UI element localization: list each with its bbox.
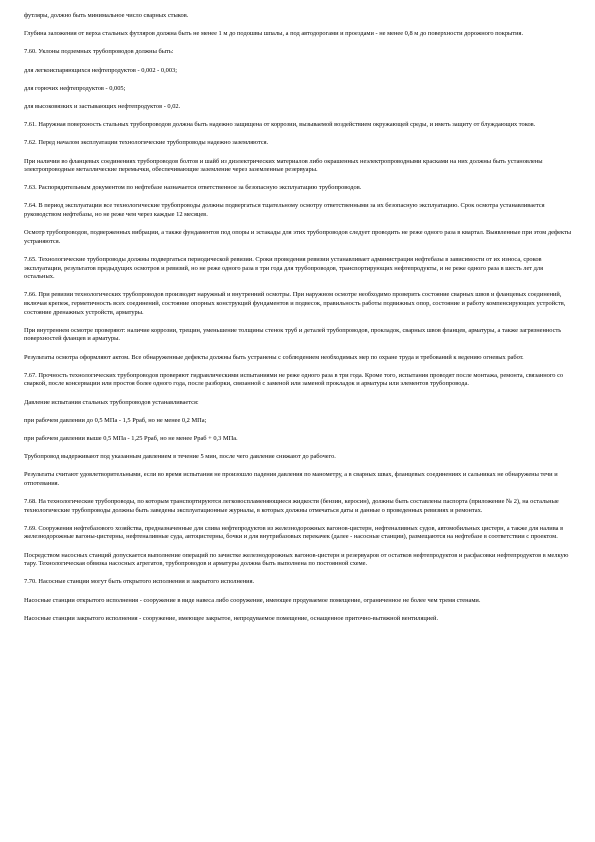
paragraph: 7.69. Сооружения нефтебазового хозяйства, предназначенные для слива нефтепродуктов из железнодорожных вагонов-цистерн, нефтеналивных судов, автомобильных цистерн, а также для налива в железнодорожные вагоны-цистерны, нефтеналивные суда, автоцистерны, бочки и для внутрибазовых перекачек (далее - насосные станции), размещаются на нефтебазе в соответствии с проектом. xyxy=(24,524,564,541)
paragraph: 7.70. Насосные станции могут быть открытого исполнения и закрытого исполнения. xyxy=(24,578,255,586)
paragraph: 7.64. В период эксплуатации все технологические трубопроводы должны подвергаться тщательному осмотру ответственными за их безопасную эксплуатацию. Срок осмотра устанавливается руководством нефтебазы, но не реже чем через каждые 12 месяцев. xyxy=(24,202,545,219)
paragraph: При наличии во фланцевых соединениях трубопроводов болтов и шайб из диэлектрических материалов либо окрашенных неэлектропроводными красками на них должны быть установлены электропроводные металлические перемычки, обеспечивающие заземление через заземленные резервуары. xyxy=(24,157,543,174)
paragraph: 7.67. Прочность технологических трубопроводов проверяют гидравлическими испытаниями не реже одного раза в три года. Кроме того, испытания проводят после монтажа, ремонта, связанного со сваркой, после консервации или простоя более одного года, после разборки, связанной с заменой или заменой прокладок и арматуры или элементов трубопровода. xyxy=(24,371,564,388)
paragraph: 7.66. При ревизии технологических трубопроводов производят наружный и внутренний осмотры. При наружном осмотре необходимо проверить состояние сварных швов и фланцевых соединений, включая крепеж, герметичность всех соединений, состояние опорных конструкций фундаментов и подвесок, правильность работы подвижных опор, состояние и работу компенсирующих устройств, состояние дренажных устройств, арматуры. xyxy=(24,291,566,316)
paragraph: Результаты считают удовлетворительными, если во время испытания не произошло падения давления по манометру, а в сварных швах, фланцевых соединениях и сальниках не обнаружены течи и отпотевания. xyxy=(24,471,558,487)
paragraph: при рабочем давлении выше 0,5 МПа - 1,25 Рраб, но не менее Рраб + 0,3 МПа. xyxy=(24,434,238,442)
paragraph: 7.61. Наружная поверхность стальных трубопроводов должна быть надежно защищена от коррозии, вызываемой воздействием окружающей среды, и иметь защиту от блуждающих токов. xyxy=(24,121,536,129)
paragraph: при рабочем давлении до 0,5 МПа - 1,5 Рраб, но не менее 0,2 МПа; xyxy=(24,416,207,424)
paragraph: При внутреннем осмотре проверяют: наличие коррозии, трещин, уменьшение толщины стенок труб и деталей трубопроводов, прокладок, сварных швов фланцев, арматуры, а также загрязненность поверхностей фланцев и арматуры. xyxy=(24,326,562,343)
paragraph: 7.63. Распорядительным документом по нефтебазе назначается ответственное за безопасную эксплуатацию трубопроводов. xyxy=(24,184,362,192)
paragraph: для высоковязких и застывающих нефтепродуктов - 0,02. xyxy=(24,102,181,110)
paragraph: 7.68. На технологические трубопроводы, по которым транспортируются легковоспламеняющиеся жидкости (бензин, керосин), должны быть составлены паспорта (приложение № 2), на остальные технологические трубопроводы должны быть заведены эксплуатационные журналы, в которых должны отмечаться даты и данные о проведенных ревизиях и ремонтах. xyxy=(24,498,559,514)
paragraph: 7.60. Уклоны подземных трубопроводов должны быть: xyxy=(24,48,174,56)
paragraph: Посредством насосных станций допускается выполнение операций по зачистке железнодорожных вагонов-цистерн и резервуаров от остатков нефтепродуктов и расфасовки нефтепродуктов в мелкую тару. Технологическая обвязка насосных агрегатов, трубопроводов и арматуры должна быть выполнена по постоянной схеме. xyxy=(24,551,569,568)
paragraph: для легкоиспаряющихся нефтепродуктов - 0,002 - 0,003; xyxy=(24,66,178,74)
paragraph: Осмотр трубопроводов, подверженных вибрации, а также фундаментов под опоры и эстакады для этих трубопроводов следует проводить не реже одного раза в квартал. Выявленные при этом дефекты устраняются. xyxy=(24,229,572,245)
paragraph: для горючих нефтепродуктов - 0,005; xyxy=(24,84,126,92)
paragraph: Давление испытания стальных трубопроводов устанавливается: xyxy=(24,398,199,406)
paragraph: Насосные станции закрытого исполнения - сооружение, имеющее закрытое, непродуваемое помещение, оснащенное приточно-вытяжной вентиляцией. xyxy=(24,614,439,622)
paragraph: Трубопровод выдерживают под указанным давлением в течение 5 мин, после чего давление снижают до рабочего. xyxy=(24,453,336,461)
paragraph: 7.62. Перед началом эксплуатации технологические трубопроводы надежно заземляются. xyxy=(24,139,269,147)
paragraph: 7.65. Технологические трубопроводы должны подвергаться периодической ревизии. Сроки проведения ревизии устанавливает администрация нефтебазы в зависимости от их износа, сроков эксплуатации, результатов предыдущих осмотров и ревизий, но не реже одного раза в три года для трубопроводов, транспортирующих нефтепродукты, и не реже одного раза в шесть лет для остальных. xyxy=(24,256,544,281)
paragraph: Глубина заложения от верха стальных футляров должна быть не менее 1 м до подошвы шпалы, а под автодорогами и проездами - не менее 0,8 м до поверхности дорожного покрытия. xyxy=(24,30,524,38)
paragraph: футляры, должно быть минимальное число сварных стыков. xyxy=(24,12,189,19)
paragraph: Результаты осмотра оформляют актом. Все обнаруженные дефекты должны быть устранены с соблюдением необходимых мер по охране труда и требований к ведению огневых работ. xyxy=(24,353,524,361)
paragraph: Насосные станции открытого исполнения - сооружение в виде навеса либо сооружение, имеющее продуваемое помещение, ограниченное не более чем тремя стенами. xyxy=(24,596,481,604)
